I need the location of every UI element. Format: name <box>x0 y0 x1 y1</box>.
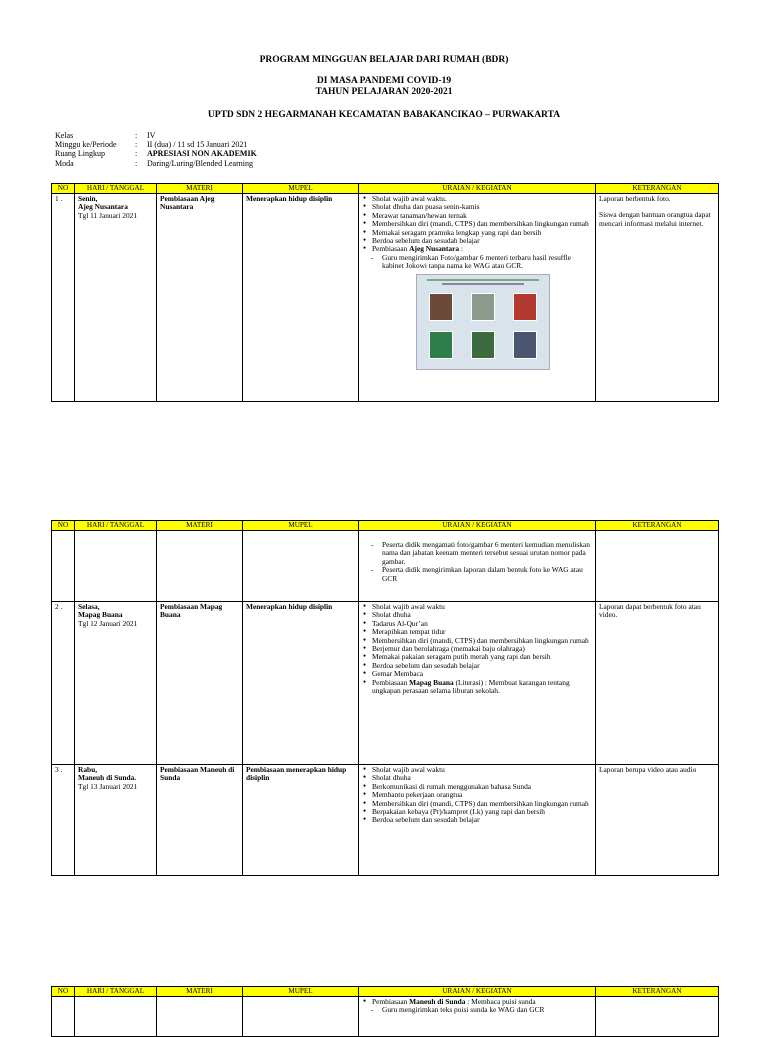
title-program: PROGRAM MINGGUAN BELAJAR DARI RUMAH (BDR) <box>259 55 509 65</box>
col-mupel: MUPEL <box>243 184 359 194</box>
table-row: ● Pembiasaan Maneuh di Sunda : Membaca puisi sunda - Guru mengirimkan teks puisi sunda ke WAG dan GCR <box>52 997 719 1037</box>
activity-list: ● Sholat wajib awal waktu. ● Sholat dhuha dan puasa senin-kamis ● Merawat tanaman/hewan ternak ● Membersihkan diri (mandi, CTPS) dan membersihkan lingkungan rumah ● Memakai seragam pramuka lengkap yang rapi dan bersih ● Berdoa sebelum dan sesudah belajar ● Pembiasaan Ajeg Nusantara : <box>362 195 592 254</box>
table-row: 2 . Selasa, Mapag Buana Tgl 12 Januari 2021 Pembiasaan Mapag Buana Menerapkan hidup disiplin ● Sholat wajib awal waktu ● Sholat dhuha ● Tadarus Al-Qur’an ● Merapihkan tempat tidur ● Membersihkan diri (mandi, CTPS) dan membersihkan lingkungan rumah ● Berjemur dan berolahraga (memakai baju olahraga) ● Memakai pakaian seragam putih merah yang rapi dan bersih ● Berdoa sebelum dan sesudah belajar ● Gemar Membaca ● Pembiasaan Mapag Buana (Literasi) : Membuat karangan tentang ungkapan perasaan selama liburan sekolah. Laporan dapat berbentuk foto atau video. <box>52 602 719 765</box>
table-row: 1 . Senin, Ajeg Nusantara Tgl 11 Januari 2021 Pembiasaan Ajeg Nusantara Menerapkan hidup disiplin ● Sholat wajib awal waktu. ● Sholat dhuha dan puasa senin-kamis ● Merawat tanaman/hewan ternak ● Membersihkan diri (mandi, CTPS) dan membersihkan lingkungan rumah ● Memakai seragam pramuka lengkap yang rapi dan bersih ● Berdoa sebelum dan sesudah belajar ● Pembiasaan Ajeg Nusantara : - Guru mengirimkan Foto/gambar 6 menteri terbaru hasil resuffle kabinet Jokowi tanpa nama ke WAG atau GCR. Laporan berbentuk foto. Siswa dengan bantuan orangtua dapat mencari informasi melalui internet. <box>52 194 719 402</box>
schedule-table-1 <box>51 183 719 402</box>
cabinet-ministers-photo <box>416 274 550 370</box>
table-header-row: NO HARI / TANGGAL MATERI MUPEL URAIAN / KEGIATAN KETERANGAN <box>52 521 719 531</box>
info-kelas: Kelas : IV <box>55 131 156 140</box>
info-ruang: Ruang Lingkup : APRESIASI NON AKADEMIK <box>55 149 257 159</box>
col-uraian: URAIAN / KEGIATAN <box>359 184 596 194</box>
table-row: 3 . Rabu, Maneuh di Sunda. Tgl 13 Januari 2021 Pembiasaan Maneuh di Sunda Pembiasaan menerapkan hidup disiplin ● Sholat wajib awal waktu ● Sholat dhuha ● Berkomunikasi di rumah menggunakan bahasa Sunda ● Membantu pekerjaan orangtua ● Membersihkan diri (mandi, CTPS) dan membersihkan lingkungan rumah ● Berpakaian kebaya (Pr)/kampret (Lk) yang rapi dan bersih ● Berdoa sebelum dan sesudah belajar Laporan berupa video atau audio <box>52 765 719 876</box>
activity-list: ● Sholat wajib awal waktu ● Sholat dhuha ● Berkomunikasi di rumah menggunakan bahasa Sunda ● Membantu pekerjaan orangtua ● Membersihkan diri (mandi, CTPS) dan membersihkan lingkungan rumah ● Berpakaian kebaya (Pr)/kampret (Lk) yang rapi dan bersih ● Berdoa sebelum dan sesudah belajar <box>362 766 592 825</box>
schedule-table-3 <box>51 986 719 1037</box>
title-tahun: TAHUN PELAJARAN 2020-2021 <box>315 87 453 97</box>
info-moda: Moda : Daring/Luring/Blended Learning <box>55 158 253 168</box>
info-minggu: Minggu ke/Periode : II (dua) / 11 sd 15 Januari 2021 <box>55 140 248 150</box>
activity-list: ● Sholat wajib awal waktu ● Sholat dhuha ● Tadarus Al-Qur’an ● Merapihkan tempat tidur ● Membersihkan diri (mandi, CTPS) dan membersihkan lingkungan rumah ● Berjemur dan berolahraga (memakai baju olahraga) ● Memakai pakaian seragam putih merah yang rapi dan bersih ● Berdoa sebelum dan sesudah belajar ● Gemar Membaca ● Pembiasaan Mapag Buana (Literasi) : Membuat karangan tentang ungkapan perasaan selama liburan sekolah. <box>362 603 592 695</box>
col-no: NO <box>52 184 75 194</box>
table-header-row <box>52 184 719 194</box>
schedule-table-2 <box>51 520 719 876</box>
table-row: - Peserta didik mengamati foto/gambar 6 menteri kemudian menuliskan nama dan jabatan keenam menteri tersebut sesuai urutan nomor pada gambar. - Peserta didik mengirimkan laporan dalam bentuk foto ke WAG atau GCR <box>52 531 719 602</box>
col-keterangan: KETERANGAN <box>596 184 719 194</box>
table-header-row: NO HARI / TANGGAL MATERI MUPEL URAIAN / KEGIATAN KETERANGAN <box>52 987 719 997</box>
col-hari: HARI / TANGGAL <box>75 184 157 194</box>
col-materi: MATERI <box>157 184 243 194</box>
title-school: UPTD SDN 2 HEGARMANAH KECAMATAN BABAKANCIKAO – PURWAKARTA <box>207 110 561 120</box>
info-block <box>55 131 257 168</box>
title-pandemi: DI MASA PANDEMI COVID-19 <box>316 76 452 86</box>
